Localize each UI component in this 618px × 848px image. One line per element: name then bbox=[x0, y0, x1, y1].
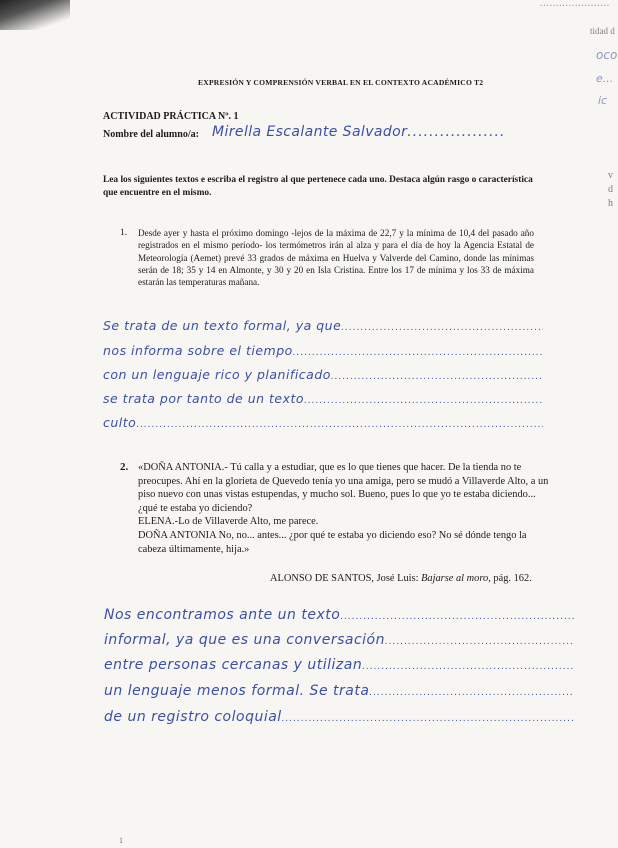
exercise-1-answer-line: con un lenguaje rico y planificado ..... bbox=[103, 367, 543, 382]
exercise-1-number: 1. bbox=[120, 228, 128, 238]
exercise-2-answer-line: de un registro coloquial ..... bbox=[104, 709, 574, 725]
exercise-2-dialogue bbox=[138, 461, 556, 556]
student-name-handwritten bbox=[212, 124, 505, 140]
exercise-2-answer-line: informal, ya que es una conversación ..... bbox=[104, 632, 574, 648]
margin-bleed-line: ic bbox=[598, 94, 608, 107]
exercise-1-answer-line: se trata por tanto de un texto ..... bbox=[103, 391, 543, 406]
document-header-title: EXPRESIÓN Y COMPRENSIÓN VERBAL EN EL CONTEXTO ACADÉMICO T2 bbox=[198, 78, 484, 87]
exercise-2-source bbox=[270, 573, 532, 584]
student-name-label: Nombre del alumno/a: bbox=[103, 129, 199, 140]
name-dotted-line: .................. bbox=[407, 124, 506, 140]
exercise-2-answer-line: un lenguaje menos formal. Se trata ..... bbox=[104, 683, 574, 699]
margin-bleed-line: e... bbox=[596, 72, 614, 85]
instructions-text: Lea los siguientes textos e escriba el registro al que pertenece cada uno. Destaca algún rasgo o característica que encuentre en el mismo. bbox=[103, 175, 533, 198]
activity-title: ACTIVIDAD PRÁCTICA Nº. 1 bbox=[103, 111, 239, 122]
dialogue-paragraph: «DOÑA ANTONIA.- Tú calla y a estudiar, que es lo que tienes que hacer. De la tienda no te preocupes. Ahí en la glorieta de Quevedo tenía yo una amiga, pero se mudó a Villaverde Alto, a un piso nuevo con unas vistas estupendas, y mucho sol. Bueno, pues lo que yo te estaba diciendo... ¿qué te estaba yo diciendo? bbox=[138, 462, 549, 514]
exercise-1-text: Desde ayer y hasta el próximo domingo -lejos de la máxima de 22,7 y la mínima de 10,4 del pasado año registrados en el mismo período- los termómetros irán al alza y para el día de hoy la Agencia Estatal de Meteorología (Aemet) prevé 33 grados de máxima en Huelva y Valverde del Camino, donde las mínimas serán de 18; 35 y 14 en Almonte, y 30 y 20 en Isla Cristina. Entre los 17 de mínima y los 33 de máxima estarán las temperaturas mañana. bbox=[138, 228, 534, 288]
scan-corner-shadow bbox=[0, 0, 70, 30]
student-name-value: Mirella Escalante Salvador bbox=[212, 124, 408, 140]
bottom-mark: 1 bbox=[119, 836, 123, 845]
exercise-1-answer-line: Se trata de un texto formal, ya que ..... bbox=[103, 318, 543, 333]
source-author: ALONSO DE SANTOS, José Luis: bbox=[270, 573, 422, 584]
margin-bleed-line: v bbox=[608, 170, 613, 181]
margin-bleed-line: d bbox=[608, 184, 613, 195]
dialogue-paragraph: ELENA.-Lo de Villaverde Alto, me parece. bbox=[138, 516, 319, 528]
exercise-2-answer-line: Nos encontramos ante un texto ..... bbox=[104, 607, 574, 623]
source-page: , pág. 162. bbox=[488, 573, 532, 584]
source-title: Bajarse al moro bbox=[421, 573, 489, 584]
exercise-2-number: 2. bbox=[120, 461, 129, 473]
exercise-1-answer-line: nos informa sobre el tiempo ..... bbox=[103, 343, 543, 358]
exercise-1-answer-line: culto ..... bbox=[103, 415, 543, 430]
margin-bleed-line: h bbox=[608, 198, 613, 209]
margin-bleed-line: tidad d bbox=[590, 26, 615, 36]
margin-bleed-top: ...................... bbox=[540, 0, 610, 9]
margin-bleed-line: oco bbox=[596, 48, 618, 62]
dialogue-paragraph: DOÑA ANTONIA No, no... antes... ¿por qué te estaba yo diciendo eso? No sé dónde tengo la cabeza últimamente, hija.» bbox=[138, 529, 527, 555]
exercise-2-answer-line: entre personas cercanas y utilizan ..... bbox=[104, 657, 574, 673]
